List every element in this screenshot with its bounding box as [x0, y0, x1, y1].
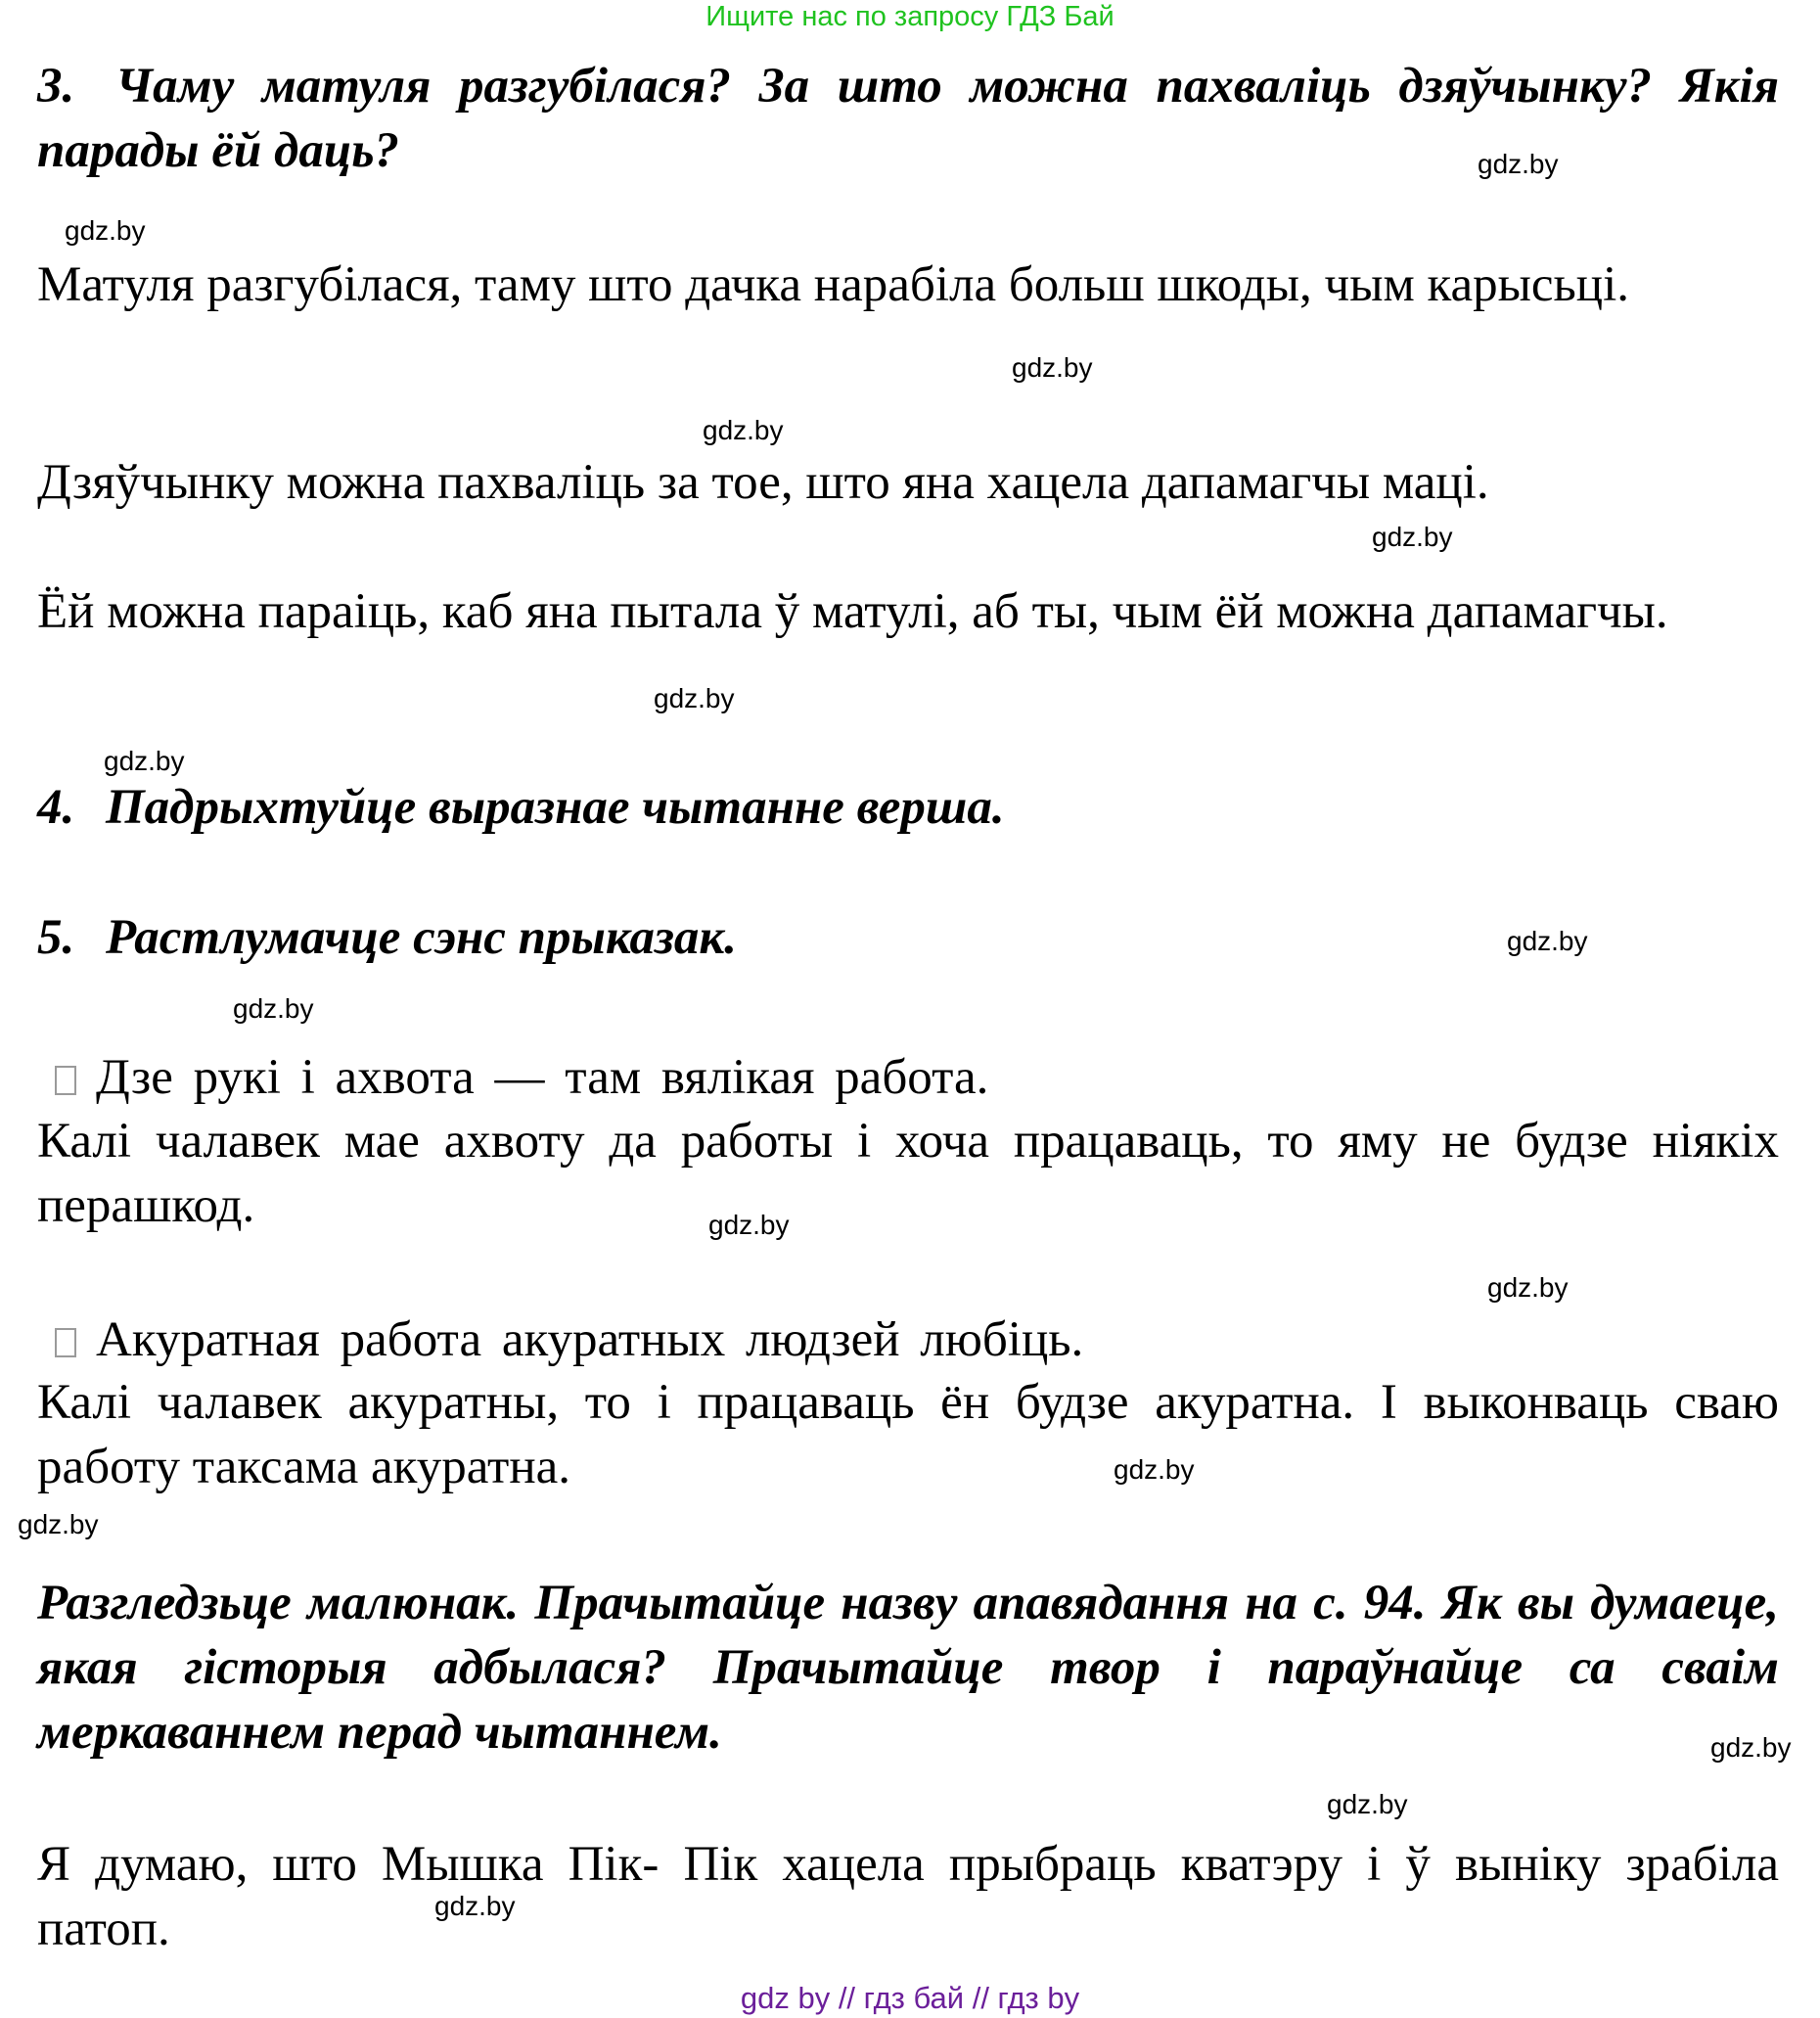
watermark: gdz.by [1327, 1789, 1408, 1819]
watermark: gdz.by [104, 746, 185, 776]
task-answer: Я думаю, што Мышка Пік- Пік хацела прыбраць кватэру і ў выніку зрабіла патоп. [37, 1837, 1779, 1956]
watermark: gdz.by [654, 683, 735, 713]
proverb-text: Дзе рукі і ахвота — там вялікая работа. [96, 1050, 989, 1105]
question-text: Растлумачце сэнс прыказак. [106, 910, 737, 965]
watermark: gdz.by [1372, 522, 1453, 552]
watermark: gdz.by [65, 215, 146, 246]
bullet-box-icon [55, 1066, 76, 1095]
proverb-2 [55, 1307, 1777, 1372]
proverb-1 [55, 1045, 1777, 1110]
watermark: gdz.by [233, 993, 314, 1024]
bullet-box-icon [55, 1328, 76, 1357]
watermark: gdz.by [1507, 926, 1588, 956]
question-4 [37, 775, 1779, 840]
watermark: gdz.by [708, 1210, 790, 1240]
watermark: gdz.by [703, 415, 784, 445]
question-number: 3. [37, 59, 75, 114]
watermark: gdz.by [1710, 1732, 1792, 1763]
question-number: 5. [37, 910, 75, 965]
proverb-2-explanation: Калі чалавек акуратны, то і працаваць ён будзе акуратна. І выконваць сваю работу таксама акуратна. [37, 1375, 1779, 1494]
footer-links: gdz by // гдз бай // гдз by [740, 1981, 1080, 2015]
question-text: Падрыхтуйце выразнае чытанне верша. [106, 780, 1005, 835]
proverb-1-explanation: Калі чалавек мае ахвоту да работы і хоча працаваць, то яму не будзе ніякіх перашкод. [37, 1114, 1779, 1233]
answer-3-paragraph-3: Ёй можна параіць, каб яна пытала ў матулі, аб ты, чым ёй можна дапамагчы. [37, 584, 1668, 639]
top-banner: Ищите нас по запросу ГДЗ Бай [705, 1, 1115, 32]
question-text: Чаму матуля разгубілася? За што можна пахваліць дзяўчынку? Якія парады ёй даць? [37, 59, 1779, 178]
watermark: gdz.by [1478, 149, 1559, 179]
answer-3-paragraph-1: Матуля разгубілася, таму што дачка нарабіла больш шкоды, чым карысьці. [37, 257, 1629, 312]
question-number: 4. [37, 780, 75, 835]
watermark: gdz.by [1487, 1272, 1569, 1303]
answer-3-paragraph-2: Дзяўчынку можна пахваліць за тое, што яна хацела дапамагчы маці. [37, 455, 1489, 510]
task-text: Разгледзьце малюнак. Прачытайце назву апавядання на с. 94. Як вы думаеце, якая гісторыя адбылася? Прачытайце твор і параўнайце са сваім меркаваннем перад чытаннем. [37, 1576, 1779, 1760]
watermark: gdz.by [18, 1509, 99, 1539]
proverb-text: Акуратная работа акуратных людзей любіць. [96, 1312, 1084, 1367]
watermark: gdz.by [1114, 1454, 1195, 1485]
watermark: gdz.by [434, 1891, 516, 1921]
watermark: gdz.by [1012, 352, 1093, 383]
